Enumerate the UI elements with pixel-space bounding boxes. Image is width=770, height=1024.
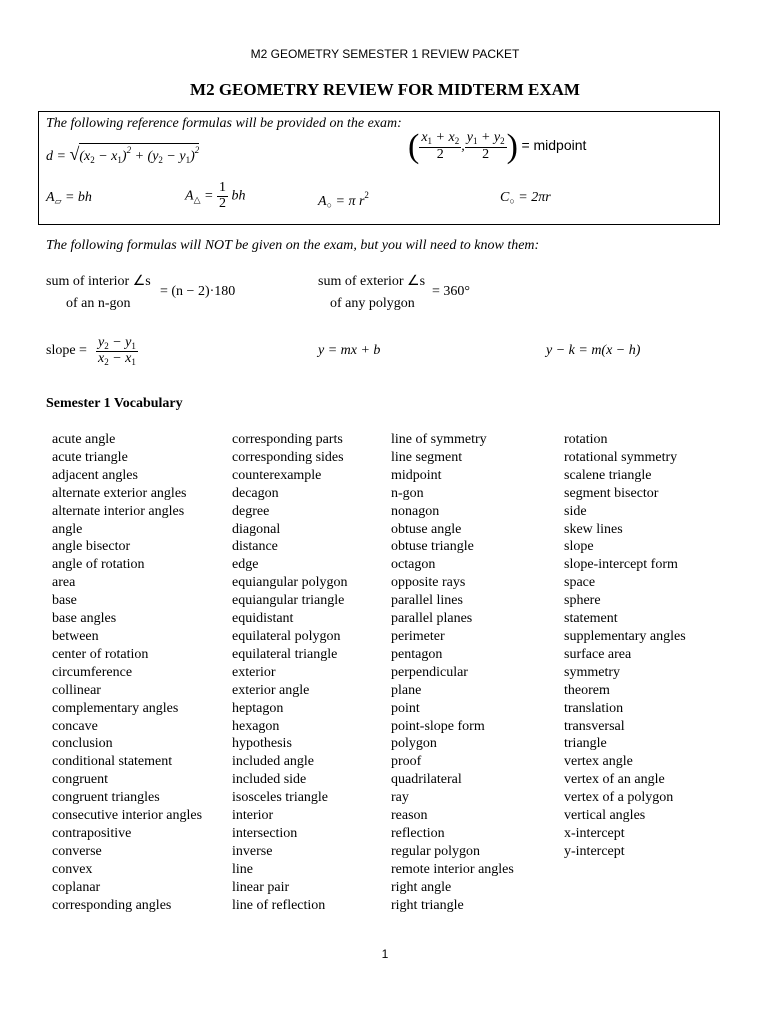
vocab-term: congruent [52,772,108,788]
distance-lhs: d = [46,149,66,164]
midpoint-label: = midpoint [521,137,587,154]
vocab-term: line [232,861,253,877]
midpoint-formula: ( $\frac{x_1 + x_2}{2}$ , $\frac{y_1 + y_2}{2}$ ) = midpoint [408,128,587,165]
vocab-term: congruent triangles [52,790,160,806]
vocab-term: adjacent angles [52,467,138,483]
vocab-term: rotation [564,432,608,447]
vocab-term: skew lines [564,521,623,537]
vocab-term: intersection [232,825,298,841]
vocab-term: degree [232,503,270,519]
vocab-term: vertical angles [564,808,646,824]
vocab-term: triangle [564,736,607,752]
interior-sum-line1: sum of interior ∠s [46,274,151,289]
vocab-term: angle of rotation [52,557,145,573]
vocab-term: corresponding angles [52,897,172,913]
vocab-term: coplanar [52,879,101,895]
vocab-term: right triangle [391,897,464,913]
vocab-term: symmetry [564,664,620,680]
interior-sum-formula: = (n − 2)·180 [160,284,236,299]
vocab-term: perpendicular [391,664,468,680]
area-circle-rhs: = π r [335,194,365,209]
vocab-term: ray [391,790,409,806]
exterior-sum-formula: = 360° [432,284,470,299]
vocab-term: octagon [391,557,436,573]
vocab-term: space [564,575,596,591]
vocab-term: acute angle [52,432,116,447]
vocab-term: point-slope form [391,718,485,734]
vocab-term: complementary angles [52,700,179,716]
point-slope-formula: y − k = m(x − h) [546,343,641,358]
page-title: M2 GEOMETRY REVIEW FOR MIDTERM EXAM [190,80,580,99]
vocab-term: included angle [232,754,315,770]
vocab-term: slope-intercept form [564,557,678,573]
vocab-term: distance [232,539,278,555]
vocab-term: equilateral polygon [232,628,341,644]
vocab-term: reflection [391,825,445,841]
vocab-term: vertex of a polygon [564,790,674,806]
circumference-rhs: = 2πr [518,190,551,205]
vocab-term: n-gon [391,485,424,501]
vocab-term: alternate interior angles [52,503,185,519]
vocab-term: rotational symmetry [564,449,678,465]
vocab-term: plane [391,682,422,698]
interior-sum-line2: of an n-gon [66,296,131,311]
vocab-term: between [52,628,99,644]
area-triangle-eq: = [203,188,214,204]
vocab-term: conditional statement [52,754,173,770]
vocab-term: base angles [52,611,117,627]
vocab-term: vertex of an angle [564,772,665,788]
vocab-term: collinear [52,682,101,698]
vocab-term: interior [232,808,274,824]
vocab-term: reason [391,808,428,824]
vocab-term: statement [564,611,618,627]
vocab-term: hexagon [232,718,280,734]
vocab-term: y-intercept [564,843,625,859]
vocab-term: point [391,700,420,716]
vocab-term: segment bisector [564,485,659,501]
vocab-column-3 [391,431,514,914]
vocab-term: concave [52,718,98,734]
vocab-term: midpoint [391,467,442,483]
page-number: 1 [381,947,389,961]
area-triangle-formula: $A_\triangle$ = $\frac{1}{2}$ bh [185,180,246,211]
vocab-column-4 [564,431,686,861]
vocab-column-2 [232,431,347,914]
vocab-term: side [564,503,587,519]
vocab-term: isosceles triangle [232,790,329,806]
vocab-term: linear pair [232,879,290,895]
vocab-term: theorem [564,682,610,698]
vocabulary-title: Semester 1 Vocabulary [46,396,183,411]
vocab-term: area [52,575,76,591]
vocab-term: acute triangle [52,449,128,465]
vocab-term: included side [232,772,307,788]
vocab-term: converse [52,843,102,859]
vocab-term: counterexample [232,467,322,483]
vocab-term: polygon [391,736,437,752]
reference-intro: The following reference formulas will be provided on the exam: [46,116,402,131]
vocab-term: equilateral triangle [232,646,338,662]
vocab-term: line of reflection [232,897,326,913]
vocab-term: angle bisector [52,539,131,555]
running-header: M2 GEOMETRY SEMESTER 1 REVIEW PACKET [250,47,520,61]
vocab-term: corresponding parts [232,432,343,447]
vocab-term: heptagon [232,700,284,716]
exterior-sum-line1: sum of exterior ∠s [318,274,426,289]
vocab-term: corresponding sides [232,449,344,465]
area-parallelogram-formula: $A_▱$ = bh [46,190,92,206]
slope-intercept-formula: y = mx + b [318,343,381,358]
vocab-term: exterior angle [232,682,310,698]
vocab-term: obtuse triangle [391,539,474,555]
vocab-term: quadrilateral [391,772,462,788]
vocab-term: pentagon [391,646,443,662]
vocab-term: x-intercept [564,825,625,841]
distance-formula: $d = √(x_2 - x_1)^2 + (y_2 - y_1)^2$ [46,144,200,165]
vocab-term: parallel planes [391,611,473,627]
vocab-term: right angle [391,879,452,895]
vocab-term: edge [232,557,259,573]
vocab-term: slope [564,539,594,555]
vocab-term: sphere [564,593,601,609]
vocab-term: nonagon [391,503,440,519]
vocab-term: line of symmetry [391,432,487,447]
vocab-term: opposite rays [391,575,466,591]
vocab-term: translation [564,700,624,716]
vocab-term: contrapositive [52,825,132,841]
vocab-term: equidistant [232,611,294,627]
vocab-term: center of rotation [52,646,149,662]
vocab-term: surface area [564,646,632,662]
vocab-term: inverse [232,843,273,859]
vocab-term: proof [391,754,422,770]
vocab-term: vertex angle [564,754,633,770]
slope-fraction: $\frac{y_2 - y_1}{x_2 - x_1}$ [98,335,136,368]
vocab-term: angle [52,521,83,537]
vocab-term: exterior [232,664,276,680]
vocab-term: equiangular polygon [232,575,348,591]
vocab-term: alternate exterior angles [52,485,187,501]
not-given-intro: The following formulas will NOT be given on the exam, but you will need to know them: [46,238,540,253]
area-circle-formula: $A_○ = \pi$ $r^2$ [318,190,369,210]
vocab-term: regular polygon [391,843,481,859]
vocab-term: circumference [52,664,133,680]
vocab-term: obtuse angle [391,521,462,537]
vocab-term: decagon [232,485,279,501]
vocab-term: perimeter [391,628,445,644]
vocab-term: line segment [391,449,463,465]
slope-label: slope = [46,343,87,358]
vocab-term: transversal [564,718,625,734]
area-parallelogram-rhs: = bh [64,190,92,205]
circumference-formula: $C_○ = 2\pi r$ [500,190,551,206]
vocab-term: remote interior angles [391,861,514,877]
vocab-term: conclusion [52,736,113,752]
vocab-term: supplementary angles [564,628,686,644]
vocab-term: convex [52,861,93,877]
vocab-term: diagonal [232,521,281,537]
vocab-term: scalene triangle [564,467,652,483]
exterior-sum-line2: of any polygon [330,296,415,311]
vocab-term: base [52,593,77,609]
vocab-term: equiangular triangle [232,593,345,609]
vocab-term: consecutive interior angles [52,808,203,824]
area-triangle-bh: bh [231,188,246,204]
vocab-column-1 [52,431,202,914]
vocab-term: hypothesis [232,736,292,752]
vocab-term: parallel lines [391,593,463,609]
